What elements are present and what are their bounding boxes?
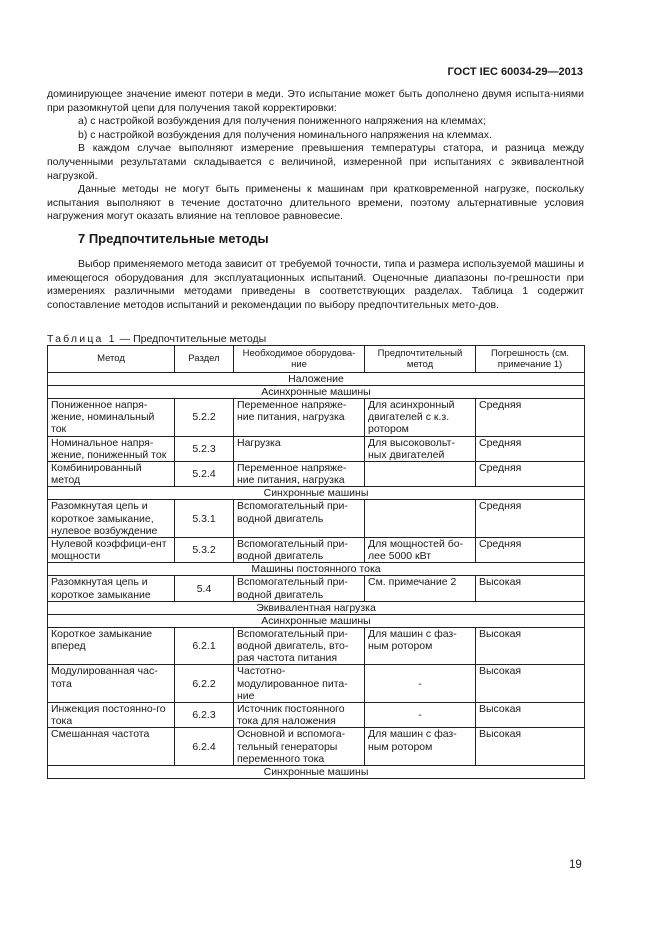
cell-accuracy: Средняя bbox=[476, 399, 585, 437]
group-label: Наложение bbox=[48, 373, 585, 386]
table-group-row bbox=[48, 766, 585, 779]
col-header-accuracy: Погрешность (см. примечание 1) bbox=[476, 346, 585, 373]
cell-preferred: Для машин с фаз-ным ротором bbox=[365, 728, 476, 766]
cell-preferred: - bbox=[365, 703, 476, 728]
cell-method: Модулированная час-тота bbox=[48, 665, 175, 703]
cell-section: 5.3.1 bbox=[175, 500, 234, 538]
cell-equipment: Частотно-модулированное пита-ние bbox=[234, 665, 365, 703]
preferred-methods-table bbox=[47, 345, 585, 779]
table-row bbox=[48, 665, 585, 703]
cell-equipment: Вспомогательный при-водной двигатель bbox=[234, 538, 365, 563]
cell-accuracy: Средняя bbox=[476, 538, 585, 563]
table-row bbox=[48, 538, 585, 563]
cell-equipment: Переменное напряже-ние питания, нагрузка bbox=[234, 462, 365, 487]
cell-section: 6.2.3 bbox=[175, 703, 234, 728]
cell-preferred: Для машин с фаз-ным ротором bbox=[365, 627, 476, 665]
cell-method: Инжекция постоянно-го тока bbox=[48, 703, 175, 728]
cell-preferred: - bbox=[365, 665, 476, 703]
table-group-row bbox=[48, 601, 585, 614]
cell-method: Смешанная частота bbox=[48, 728, 175, 766]
group-label: Асинхронные машины bbox=[48, 386, 585, 399]
table-group-row bbox=[48, 386, 585, 399]
cell-equipment: Вспомогательный при-водной двигатель bbox=[234, 500, 365, 538]
table-caption-title: — Предпочтительные методы bbox=[116, 333, 267, 345]
section-paragraph: Выбор применяемого метода зависит от требуемой точности, типа и размера используемой машины и имеющегося оборудования для эксплуатационных испытаний. Оценочные диапазоны по-грешности при измерениях различными методами приведены в соответствующих разделах. Таблица 1 содержит сопоставление методов испытаний и рекомендации по выбору предпочтительных мето-дов. bbox=[47, 258, 584, 311]
cell-preferred: Для асинхронный двигателей с к.з. ротором bbox=[365, 399, 476, 437]
cell-preferred: Для высоковольт-ных двигателей bbox=[365, 436, 476, 461]
cell-section: 6.2.1 bbox=[175, 627, 234, 665]
page-number: 19 bbox=[569, 859, 582, 871]
paragraph: b) с настройкой возбуждения для получения номинального напряжения на клеммах. bbox=[78, 128, 492, 141]
document-header: ГОСТ IEC 60034-29—2013 bbox=[447, 66, 583, 78]
cell-equipment: Источник постоянного тока для наложения bbox=[234, 703, 365, 728]
table-row bbox=[48, 399, 585, 437]
cell-preferred bbox=[365, 500, 476, 538]
col-header-preferred: Предпочтительный метод bbox=[365, 346, 476, 373]
paragraph: доминирующее значение имеют потери в меди. Это испытание может быть дополнено двумя испыта-ниями при разомкнутой цепи для получения такой корректировки: bbox=[47, 88, 584, 114]
cell-section: 5.2.4 bbox=[175, 462, 234, 487]
cell-section: 5.2.2 bbox=[175, 399, 234, 437]
table-group-row bbox=[48, 373, 585, 386]
paragraph: В каждом случае выполняют измерение превышения температуры статора, и разница между полученными результатами складывается с величиной, измеренной при испытаниях с эквивалентной нагрузкой. bbox=[47, 142, 584, 182]
col-header-method: Метод bbox=[48, 346, 175, 373]
cell-accuracy: Высокая bbox=[476, 703, 585, 728]
col-header-equipment: Необходимое оборудова-ние bbox=[234, 346, 365, 373]
paragraph: Данные методы не могут быть применены к машинам при кратковременной нагрузке, поскольку испытания выполняют в течение достаточно длительного времени, поэтому альтернативные условия нагружения могут оказать влияние на тепловое равновесие. bbox=[47, 183, 584, 223]
group-label: Синхронные машины bbox=[48, 487, 585, 500]
cell-method: Короткое замыкание вперед bbox=[48, 627, 175, 665]
table-group-row bbox=[48, 563, 585, 576]
cell-method: Комбинированный метод bbox=[48, 462, 175, 487]
cell-preferred: Для мощностей бо-лее 5000 кВт bbox=[365, 538, 476, 563]
cell-method: Разомкнутая цепь и короткое замыкание bbox=[48, 576, 175, 601]
group-label: Машины постоянного тока bbox=[48, 563, 585, 576]
cell-accuracy: Высокая bbox=[476, 576, 585, 601]
paragraph: а) с настройкой возбуждения для получения пониженного напряжения на клеммах; bbox=[78, 115, 486, 128]
section-text bbox=[47, 258, 584, 312]
intro-text bbox=[47, 88, 584, 224]
cell-accuracy: Высокая bbox=[476, 665, 585, 703]
cell-section: 5.2.3 bbox=[175, 436, 234, 461]
table-group-row bbox=[48, 614, 585, 627]
group-label: Эквивалентная нагрузка bbox=[48, 601, 585, 614]
cell-equipment: Основной и вспомога-тельный генераторы переменного тока bbox=[234, 728, 365, 766]
table-row bbox=[48, 703, 585, 728]
cell-section: 5.4 bbox=[175, 576, 234, 601]
cell-method: Разомкнутая цепь и короткое замыкание, нулевое возбуждение bbox=[48, 500, 175, 538]
cell-method: Пониженное напря-жение, номинальный ток bbox=[48, 399, 175, 437]
group-label: Асинхронные машины bbox=[48, 614, 585, 627]
cell-method: Нулевой коэффици-ент мощности bbox=[48, 538, 175, 563]
cell-equipment: Переменное напряже-ние питания, нагрузка bbox=[234, 399, 365, 437]
table-row bbox=[48, 627, 585, 665]
cell-section: 6.2.4 bbox=[175, 728, 234, 766]
cell-accuracy: Средняя bbox=[476, 436, 585, 461]
cell-accuracy: Высокая bbox=[476, 627, 585, 665]
cell-section: 5.3.2 bbox=[175, 538, 234, 563]
section-heading: 7 Предпочтительные методы bbox=[78, 231, 269, 246]
col-header-section: Раздел bbox=[175, 346, 234, 373]
table-row bbox=[48, 576, 585, 601]
table-row bbox=[48, 462, 585, 487]
table-caption bbox=[47, 333, 266, 345]
table-caption-label: Таблица 1 bbox=[47, 333, 117, 345]
cell-equipment: Нагрузка bbox=[234, 436, 365, 461]
cell-equipment: Вспомогательный при-водной двигатель, вто-рая частота питания bbox=[234, 627, 365, 665]
cell-preferred bbox=[365, 462, 476, 487]
cell-equipment: Вспомогательный при-водной двигатель bbox=[234, 576, 365, 601]
cell-accuracy: Средняя bbox=[476, 462, 585, 487]
group-label: Синхронные машины bbox=[48, 766, 585, 779]
table-group-row bbox=[48, 487, 585, 500]
cell-preferred: См. примечание 2 bbox=[365, 576, 476, 601]
cell-accuracy: Средняя bbox=[476, 500, 585, 538]
table-row bbox=[48, 500, 585, 538]
table-header-row bbox=[48, 346, 585, 373]
cell-section: 6.2.2 bbox=[175, 665, 234, 703]
table-row bbox=[48, 436, 585, 461]
cell-method: Номинальное напря-жение, пониженный ток bbox=[48, 436, 175, 461]
cell-accuracy: Высокая bbox=[476, 728, 585, 766]
table-row bbox=[48, 728, 585, 766]
